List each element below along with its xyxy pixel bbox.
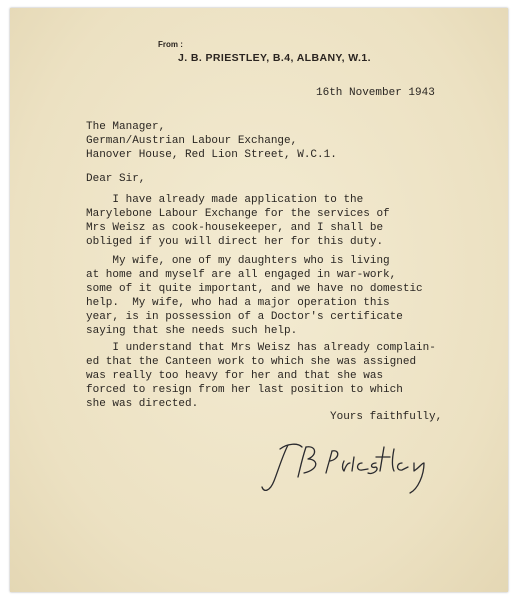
signature-stroke xyxy=(280,444,302,449)
letter-date: 16th November 1943 xyxy=(316,87,435,99)
paragraph-line: My wife, one of my daughters who is living xyxy=(86,255,390,267)
paragraph-line: ed that the Canteen work to which she was assigned xyxy=(86,356,417,368)
paragraph-line: I have already made application to the xyxy=(86,194,364,206)
signature-stroke xyxy=(410,463,424,493)
paragraph-line: saying that she needs such help. xyxy=(86,325,298,337)
paragraph-line: some of it quite important, and we have no domestic xyxy=(86,283,423,295)
salutation: Dear Sir, xyxy=(86,173,146,185)
signature-stroke xyxy=(393,449,395,471)
paragraph-3 xyxy=(86,341,436,411)
signature-stroke xyxy=(343,461,351,471)
paragraph-line: obliged if you will direct her for this duty. xyxy=(86,236,384,248)
paragraph-line: she was directed. xyxy=(86,398,199,410)
recipient-line: German/Austrian Labour Exchange, xyxy=(86,135,298,147)
paragraph-line: forced to resign from her last position to which xyxy=(86,384,403,396)
signature-stroke xyxy=(398,463,409,470)
signature-stroke xyxy=(304,447,316,473)
letter-paper xyxy=(10,8,508,592)
signature-stroke xyxy=(376,447,390,471)
letterhead-from-label: From : xyxy=(158,40,183,49)
letterhead-address: J. B. PRIESTLEY, B.4, ALBANY, W.1. xyxy=(178,52,371,64)
paragraph-line: I understand that Mrs Weisz has already complain- xyxy=(86,342,436,354)
signature-stroke xyxy=(368,463,377,473)
paragraph-line: Marylebone Labour Exchange for the services of xyxy=(86,208,390,220)
signature-stroke xyxy=(358,463,369,470)
closing: Yours faithfully, xyxy=(330,411,443,423)
signature-stroke xyxy=(326,451,332,473)
paragraph-line: Mrs Weisz as cook-housekeeper, and I shall be xyxy=(86,222,384,234)
letterhead xyxy=(128,40,388,70)
paragraph-line: at home and myself are all engaged in war-work, xyxy=(86,269,397,281)
signature xyxy=(258,433,433,503)
paragraph-line: help. My wife, who had a major operation this xyxy=(86,297,390,309)
paragraph-line: was really too heavy for her and that she was xyxy=(86,370,384,382)
paragraph-line: year, is in possession of a Doctor's certificate xyxy=(86,311,403,323)
paragraph-1 xyxy=(86,193,390,249)
paragraph-2 xyxy=(86,254,423,338)
signature-stroke xyxy=(262,445,288,490)
recipient-block xyxy=(86,120,337,162)
signature-stroke xyxy=(352,457,354,471)
recipient-line: The Manager, xyxy=(86,121,166,133)
recipient-line: Hanover House, Red Lion Street, W.C.1. xyxy=(86,149,337,161)
